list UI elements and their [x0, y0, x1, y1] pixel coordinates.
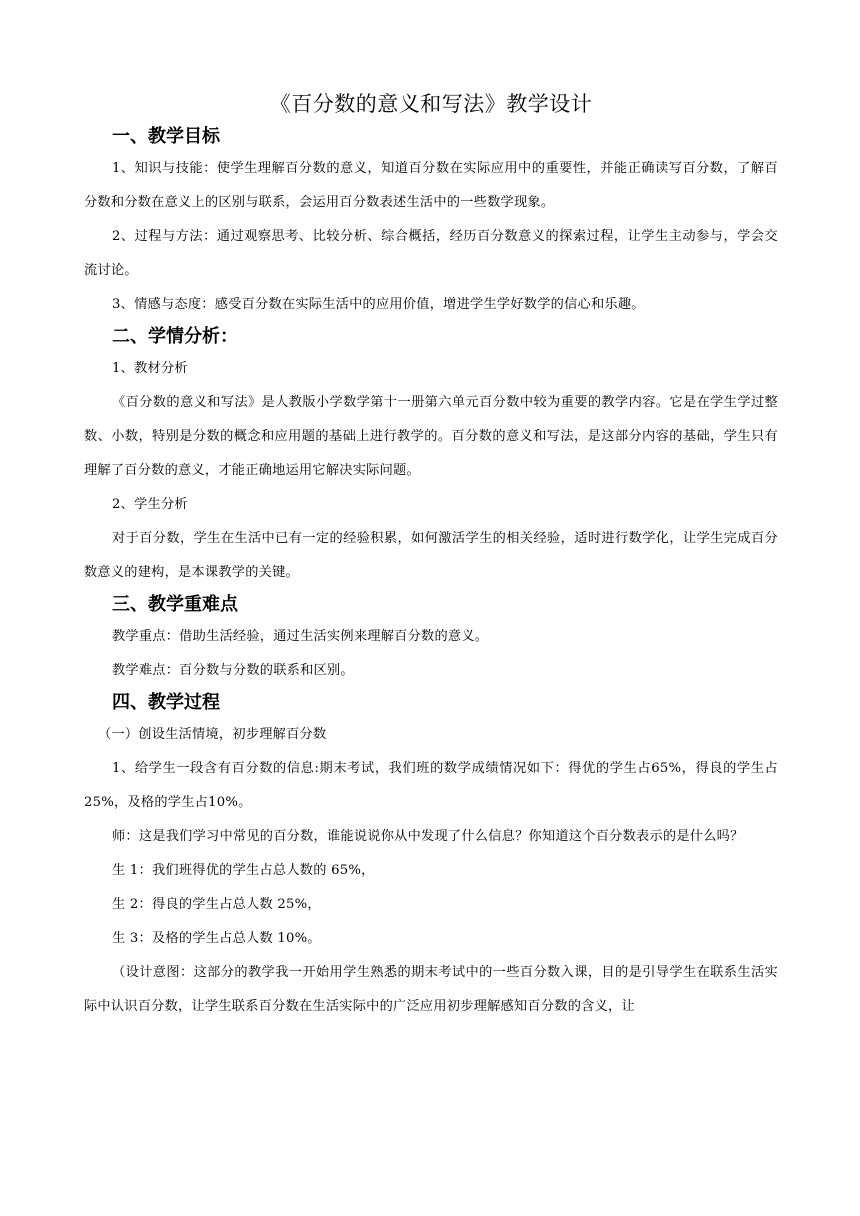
paragraph: 生 2：得良的学生占总人数 25%， — [112, 897, 321, 912]
section-heading-analysis: 二、学情分析： — [112, 326, 238, 347]
section-heading-process: 四、教学过程 — [112, 692, 220, 713]
paragraph: 1、知识与技能：使学生理解百分数的意义，知道百分数在实际应用中的重要性，并能正确读写百分数，了解百分数和分数在意义上的区别与联系，会运用百分数表述生活中的一些数学现象。 — [84, 161, 778, 210]
paragraph: 师：这是我们学习中常见的百分数，谁能说说你从中发现了什么信息？你知道这个百分数表示的是什么吗？ — [112, 829, 744, 844]
paragraph: 2、过程与方法：通过观察思考、比较分析、综合概括，经历百分数意义的探索过程，让学生主动参与，学会交流讨论。 — [84, 229, 778, 278]
paragraph: 1、教材分析 — [112, 361, 188, 376]
paragraph: 教学重点：借助生活经验，通过生活实例来理解百分数的意义。 — [112, 629, 489, 644]
section-heading-key-points: 三、教学重难点 — [112, 594, 238, 615]
paragraph: 2、学生分析 — [112, 497, 188, 512]
section-heading-objectives: 一、教学目标 — [112, 126, 220, 147]
paragraph: 教学难点：百分数与分数的联系和区别。 — [112, 663, 354, 678]
paragraph: 1、给学生一段含有百分数的信息:期末考试，我们班的数学成绩情况如下：得优的学生占65%，得良的学生占25%，及格的学生占10%。 — [84, 761, 778, 810]
paragraph: 生 1：我们班得优的学生占总人数的 65%， — [112, 863, 375, 878]
document-page — [84, 86, 778, 1024]
paragraph: （设计意图：这部分的教学我一开始用学生熟悉的期末考试中的一些百分数入课，目的是引导学生在联系生活实际中认识百分数，让学生联系百分数在生活实际中的广泛应用初步理解感知百分数的含义，让 — [84, 965, 778, 1014]
paragraph: 生 3：及格的学生占总人数 10%。 — [112, 931, 321, 946]
subsection-heading: （一）创设生活情境，初步理解百分数 — [98, 727, 327, 742]
paragraph: 《百分数的意义和写法》是人教版小学数学第十一册第六单元百分数中较为重要的教学内容。它是在学生学过整数、小数，特别是分数的概念和应用题的基础上进行教学的。百分数的意义和写法，是这部分内容的基础，学生只有理解了百分数的意义，才能正确地运用它解决实际问题。 — [84, 395, 778, 478]
document-title: 《百分数的意义和写法》教学设计 — [269, 92, 593, 116]
paragraph: 对于百分数，学生在生活中已有一定的经验积累，如何激活学生的相关经验，适时进行数学化，让学生完成百分数意义的建构，是本课教学的关键。 — [84, 531, 778, 580]
paragraph: 3、情感与态度：感受百分数在实际生活中的应用价值，增进学生学好数学的信心和乐趣。 — [112, 297, 645, 312]
